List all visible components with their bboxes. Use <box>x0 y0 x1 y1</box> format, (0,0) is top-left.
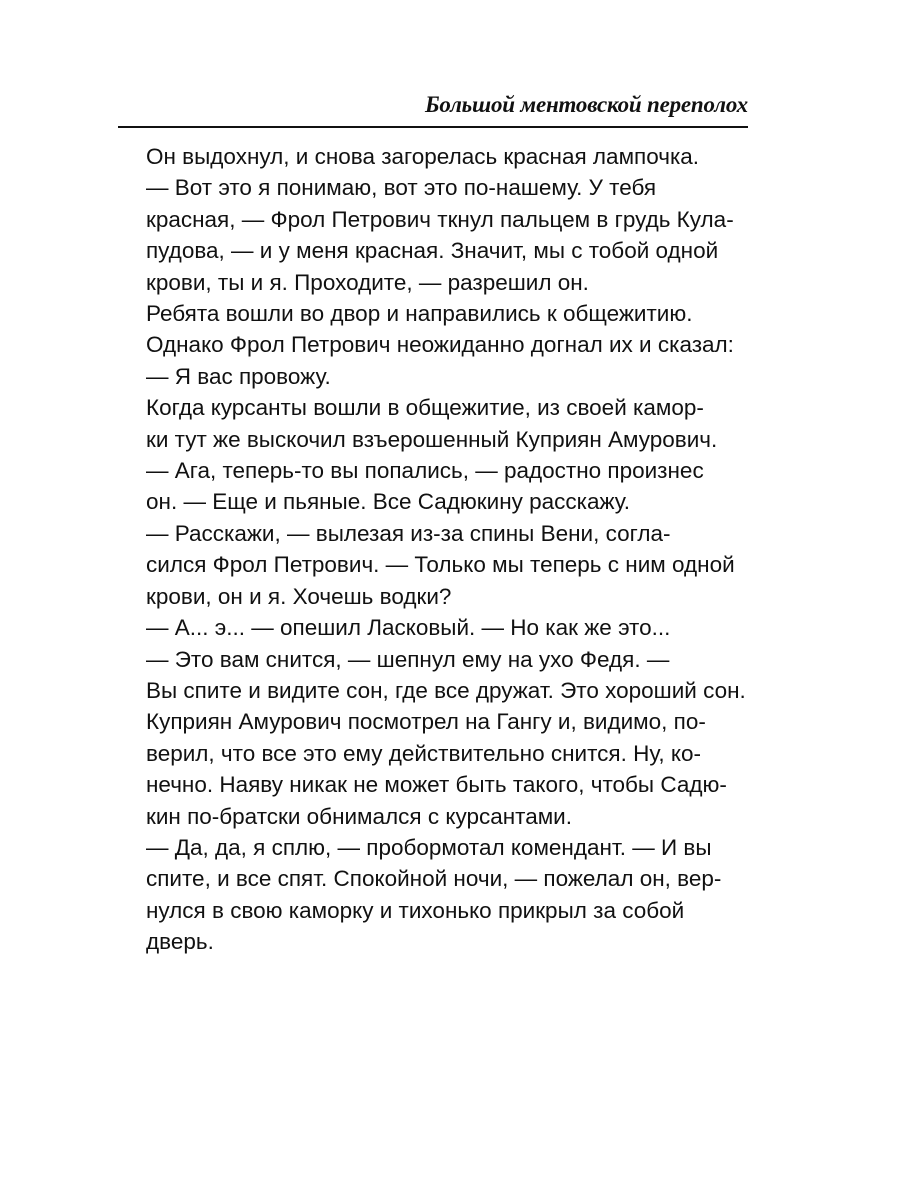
text-line: Он выдохнул, и снова загорелась красная лампочка. <box>146 144 700 169</box>
text-line: Однако Фрол Петрович неожиданно догнал их и сказал: <box>146 332 734 358</box>
header-rule <box>118 126 748 128</box>
text-line: — Расскажи, — вылезая из-за спины Вени, согла- <box>146 520 671 546</box>
text-line: — А... э... — опешил Ласковый. — Но как же это... <box>146 615 671 641</box>
paragraph <box>118 361 748 392</box>
text-line: спите, и все спят. Спокойной ночи, — пожелал он, вер- <box>146 866 722 892</box>
text-line: — Это вам снится, — шепнул ему на ухо Федя. — <box>146 646 670 672</box>
paragraph <box>118 518 748 612</box>
paragraph <box>118 172 748 298</box>
text-line: Вы спите и видите сон, где все дружат. Это хороший сон. <box>146 677 746 703</box>
paragraph <box>118 832 748 958</box>
text-line: Ребята вошли во двор и направились к общежитию. <box>146 301 693 327</box>
text-line: Когда курсанты вошли в общежитие, из своей камор- <box>146 395 704 421</box>
paragraph <box>118 298 748 361</box>
text-line: он. — Еще и пьяные. Все Садюкину расскажу. <box>146 489 631 515</box>
text-line: нечно. Наяву никак не может быть такого, чтобы Садю- <box>146 772 727 798</box>
running-head-title: Большой ментовской переполох <box>424 92 748 117</box>
text-line: дверь. <box>146 929 214 955</box>
paragraph <box>118 706 748 832</box>
text-line: — Вот это я понимаю, вот это по-нашему. У тебя <box>146 175 657 201</box>
paragraph <box>118 392 748 455</box>
paragraph <box>118 141 748 172</box>
body-text <box>118 141 748 958</box>
text-line: Куприян Амурович посмотрел на Гангу и, видимо, по- <box>146 709 706 735</box>
text-line: крови, он и я. Хочешь водки? <box>146 583 452 609</box>
text-line: — Да, да, я сплю, — пробормотал комендант. — И вы <box>146 834 712 860</box>
paragraph <box>118 455 748 518</box>
text-line: — Я вас провожу. <box>146 363 331 389</box>
paragraph <box>118 612 748 643</box>
text-line: ки тут же выскочил взъерошенный Куприян Амурович. <box>146 426 718 452</box>
text-line: кин по-братски обнимался с курсантами. <box>146 803 573 829</box>
text-line: верил, что все это ему действительно снится. Ну, ко- <box>146 740 701 766</box>
text-line: крови, ты и я. Проходите, — разрешил он. <box>146 269 589 295</box>
text-line: — Ага, теперь-то вы попались, — радостно произнес <box>146 458 704 484</box>
text-line: нулся в свою каморку и тихонько прикрыл за собой <box>146 897 685 923</box>
text-line: сился Фрол Петрович. — Только мы теперь с ним одной <box>146 552 735 578</box>
paragraph <box>118 644 748 707</box>
text-line: пудова, — и у меня красная. Значит, мы с тобой одной <box>146 238 719 264</box>
text-line: красная, — Фрол Петрович ткнул пальцем в грудь Кула- <box>146 206 734 232</box>
